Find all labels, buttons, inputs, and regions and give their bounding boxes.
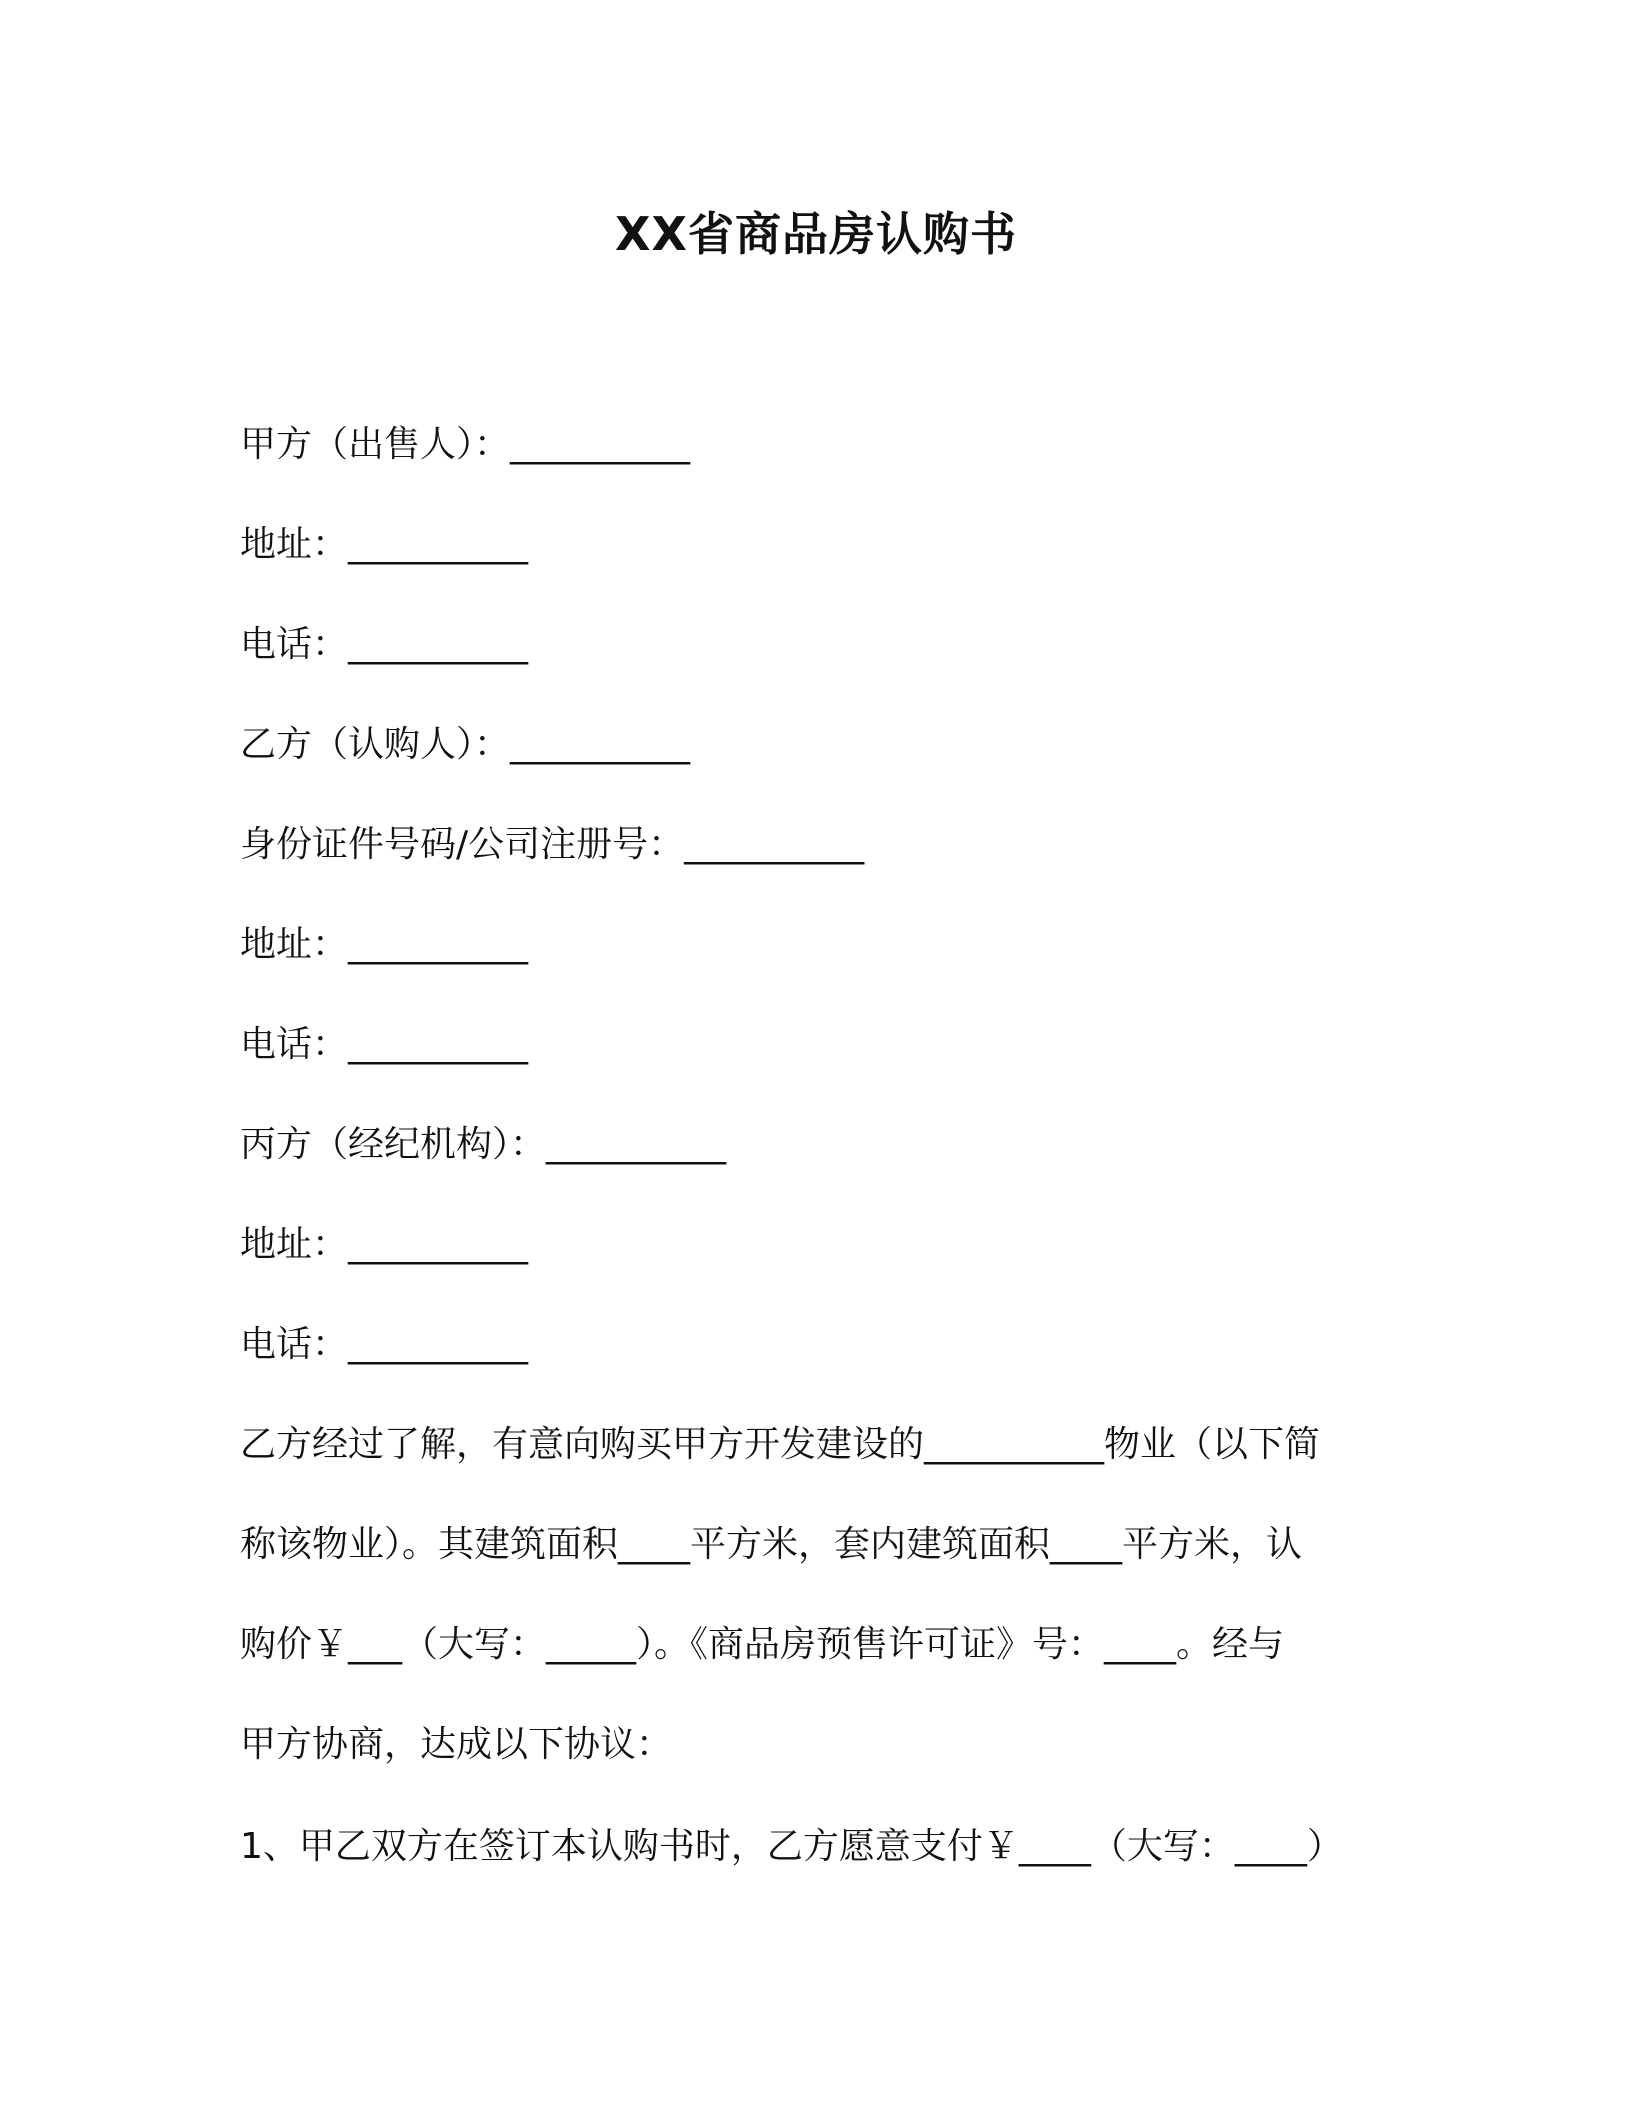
buyer-id-line: 身份证件号码/公司注册号：__________ [240,824,865,865]
intro-paragraph [240,1420,1400,1820]
intro-line: 称该物业）。其建筑面积____平方米，套内建筑面积____平方米，认 [240,1524,1303,1565]
intro-line: 甲方协商，达成以下协议： [240,1724,673,1765]
intro-line: 购价￥___（大写：_____）。《商品房预售许可证》号：____。经与 [240,1624,1285,1665]
agency-line: 丙方（经纪机构）：__________ [240,1124,727,1165]
buyer-address-line: 地址：__________ [240,924,529,965]
intro-line: 乙方经过了解，有意向购买甲方开发建设的__________物业（以下简 [240,1424,1321,1465]
seller-phone-line: 电话：__________ [240,624,529,665]
seller-line: 甲方（出售人）：__________ [240,424,691,465]
buyer-phone-line: 电话：__________ [240,1024,529,1065]
buyer-line: 乙方（认购人）：__________ [240,724,691,765]
agency-phone-line: 电话：__________ [240,1324,529,1365]
document-title: XX省商品房认购书 [615,207,1017,261]
clause-1: 1、甲乙双方在签订本认购书时，乙方愿意支付￥____（大写：____） [240,1826,1343,1867]
seller-address-line: 地址：__________ [240,524,529,565]
agency-address-line: 地址：__________ [240,1224,529,1265]
